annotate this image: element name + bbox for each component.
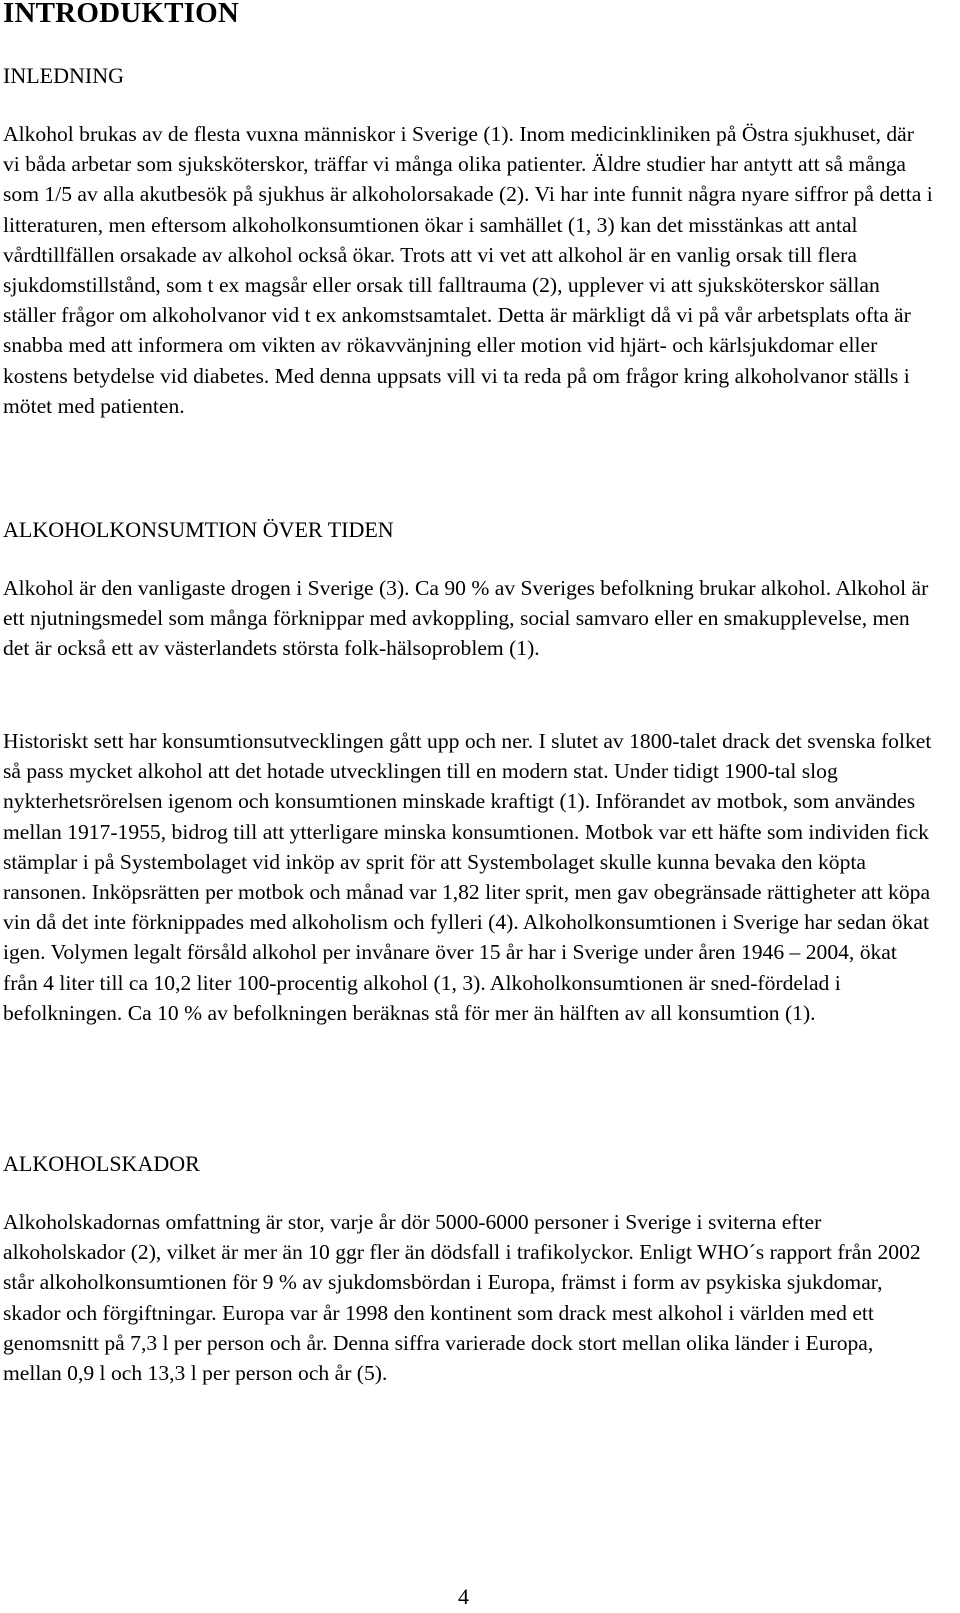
section-heading-alkoholskador: ALKOHOLSKADOR <box>3 1151 200 1176</box>
section-heading-inledning: INLEDNING <box>3 63 124 88</box>
paragraph-alkoholskador: Alkoholskadornas omfattning är stor, varje år dör 5000-6000 personer i Sverige i sviterna efter alkoholskador (2), vilket är mer än 10 ggr fler än dödsfall i trafikolyckor. Enligt WHO´s rapport från 2002 står alkoholkonsumtionen för 9 % av sjukdomsbördan i Europa, främst i form av psykiska sjukdomar, skador och förgiftningar. Europa var år 1998 den kontinent som drack mest alkohol i världen med ett genomsnitt på 7,3 l per person och år. Denna siffra varierade dock stort mellan olika länder i Europa, mellan 0,9 l och 13,3 l per person och år (5). <box>3 1210 921 1386</box>
paragraph-inledning: Alkohol brukas av de flesta vuxna människor i Sverige (1). Inom medicinkliniken på Östra sjukhuset, där vi båda arbetar som sjuksköterskor, träffar vi många olika patienter. Äldre studier har antytt att så många som 1/5 av alla akutbesök på sjukhus är alkoholorsakade (2). Vi har inte funnit några nyare siffror på detta i litteraturen, men eftersom alkoholkonsumtionen ökar i samhället (1, 3) kan det misstänkas att antal vårdtillfällen orsakade av alkohol också ökar. Trots att vi vet att alkohol är en vanlig orsak till flera sjukdomstillstånd, som t ex magsår eller orsak till falltrauma (2), upplever vi att sjuksköterskor sällan ställer frågor om alkoholvanor vid t ex ankomstsamtalet. Detta är märkligt då vi på vår arbetsplats ofta är snabba med att informera om vikten av rökavvänjning eller motion vid hjärt- och kärlsjukdomar eller kostens betydelse vid diabetes. Med denna uppsats vill vi ta reda på om frågor kring alkoholvanor ställs i mötet med patienten. <box>3 122 933 418</box>
paragraph-alkoholkonsumtion-2: Historiskt sett har konsumtionsutvecklingen gått upp och ner. I slutet av 1800-talet drack det svenska folket så pass mycket alkohol att det hotade utvecklingen till en modern stat. Under tidigt 1900-tal slog nykterhetsrörelsen igenom och konsumtionen minskade kraftigt (1). Införandet av motbok, som användes mellan 1917-1955, bidrog till att ytterligare minska konsumtionen. Motbok var ett häfte som individen fick stämplar i på Systembolaget vid inköp av sprit för att Systembolaget skulle kunna bevaka den köpta ransonen. Inköpsrätten per motbok och månad var 1,82 liter sprit, men gav obegränsade rättigheter att köpa vin då det inte förknippades med alkoholism och fylleri (4). Alkoholkonsumtionen i Sverige har sedan ökat igen. Volymen legalt försåld alkohol per invånare över 15 år har i Sverige under åren 1946 – 2004, ökat från 4 liter till ca 10,2 liter 100-procentig alkohol (1, 3). Alkoholkonsumtionen är sned-fördelad i befolkningen. Ca 10 % av befolkningen beräknas stå för mer än hälften av all konsumtion (1). <box>3 729 932 1025</box>
section-heading-alkoholkonsumtion: ALKOHOLKONSUMTION ÖVER TIDEN <box>3 517 394 542</box>
document-title: INTRODUKTION <box>3 0 240 29</box>
page-number: 4 <box>458 1584 469 1609</box>
paragraph-alkoholkonsumtion-1: Alkohol är den vanligaste drogen i Sverige (3). Ca 90 % av Sveriges befolkning brukar alkohol. Alkohol är ett njutningsmedel som många förknippar med avkoppling, social samvaro eller en smakupplevelse, men det är också ett av västerlandets största folk-hälsoproblem (1). <box>3 576 929 661</box>
